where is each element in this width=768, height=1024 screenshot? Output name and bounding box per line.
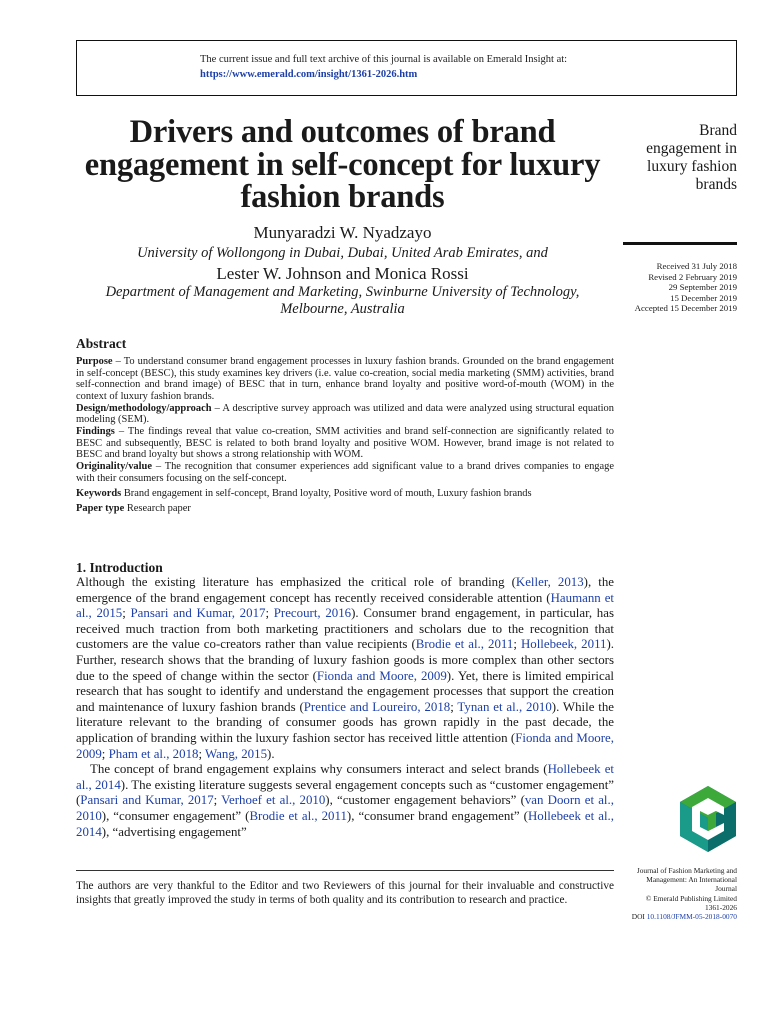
date-received: Received 31 July 2018 [656, 261, 737, 271]
citation-link[interactable]: Wang, 2015 [205, 746, 268, 761]
abstract-label: Purpose [76, 356, 113, 367]
paragraph-text: ; [198, 746, 206, 761]
journal-notice-box [76, 40, 737, 96]
date-revised: 15 December 2019 [670, 292, 737, 303]
paragraph-text: ; [265, 606, 274, 621]
running-title-line: Brand [699, 122, 737, 139]
author-affiliation: Melbourne, Australia [280, 301, 405, 317]
abstract-purpose [76, 356, 614, 403]
paragraph [76, 575, 614, 762]
paragraph-text: ; [213, 793, 222, 808]
citation-link[interactable]: Brodie et al., 2011 [249, 808, 347, 823]
paragraph-text: ), the emergence of the brand engagement concept has recently received considerable attention ( [76, 575, 614, 605]
paragraph-text: ). Consumer brand engagement, in particular, has received much traction from both marketing practitioners and scholars due to the recognition that customers are the value co-creators rather than value recipients ( [76, 606, 614, 652]
paragraph-text: ), “customer engagement behaviors” ( [325, 793, 525, 808]
paragraph-text: ; [122, 606, 131, 621]
author-name: Munyaradzi W. Nyadzayo [253, 223, 432, 242]
date-revised: 29 September 2019 [668, 282, 737, 293]
issn-line: 1361-2026 [704, 902, 737, 912]
citation-link[interactable]: Fionda and Moore, 2009 [76, 730, 614, 761]
abstract-text: – To understand consumer brand engagement processes in luxury fashion brands. Grounded on the brand engagement in self-concept (BESC), this study examines key drivers (i.e. value co-creation, social media marketing (SMM) activities, brand self-connection and brand image) of BESC that in turn, enhance brand loyalty and positive word-of-mouth (WOM) in the context of luxury fashion brands. [76, 356, 614, 402]
paper-type [76, 503, 614, 515]
journal-name-line: Journal of Fashion Marketing and [636, 866, 737, 875]
running-title [597, 122, 737, 194]
paper-type-text: Research paper [124, 502, 191, 514]
journal-info [617, 866, 737, 921]
paper-type-label: Paper type [76, 502, 125, 514]
doi-link[interactable]: 10.1108/JFMM-05-2018-0070 [646, 912, 737, 922]
running-title-line: luxury fashion [647, 158, 737, 175]
citation-link[interactable]: Hollebeek et al., 2014 [76, 808, 614, 839]
abstract-text: – A descriptive survey approach was utilized and data were analyzed using structural equation modeling (SEM). [76, 402, 614, 426]
paragraph-text: ). Further, research shows that the branding of luxury fashion goods is more complex than other sectors due to the speed of change within the sector ( [76, 637, 614, 683]
paragraph-text: ), “advertising engagement” [101, 824, 247, 839]
abstract-text: – The findings reveal that value co-creation, SMM activities and brand self-connection are significantly related to BESC and subsequently, BESC is related to both brand loyalty and positive WOM. However, brand image is not related to BESC and brand loyalty but shows a strong relationship with WOM. [76, 425, 614, 461]
running-title-line: brands [695, 176, 737, 193]
paragraph-text: ). Yet, there is limited empirical research that has sought to identify and understand the engagement processes that support the creation and maintenance of luxury fashion brands ( [76, 668, 615, 714]
journal-archive-link[interactable]: https://www.emerald.com/insight/1361-2026.htm [200, 69, 418, 80]
citation-link[interactable]: Precourt, 2016 [273, 606, 352, 621]
copyright-line: © Emerald Publishing Limited [645, 893, 737, 903]
date-accepted: Accepted 15 December 2019 [634, 303, 737, 314]
citation-link[interactable]: Pansari and Kumar, 2017 [80, 793, 214, 808]
emerald-publishing-logo-icon [678, 785, 738, 853]
paragraph-text: ), “consumer engagement” ( [101, 808, 250, 823]
citation-link[interactable]: Prentice and Loureiro, 2018 [303, 699, 451, 714]
paragraph-text: ; [450, 699, 458, 714]
doi-line [617, 912, 737, 921]
abstract-design [76, 403, 614, 426]
citation-link[interactable]: Pham et al., 2018 [108, 746, 199, 761]
keywords-text: Brand engagement in self-concept, Brand loyalty, Positive word of mouth, Luxury fashion brands [121, 488, 532, 500]
paragraph [76, 762, 614, 840]
running-title-line: engagement in [646, 140, 737, 157]
footnote-divider [76, 870, 614, 871]
paragraph-text: The concept of brand engagement explains why consumers interact and select brands ( [90, 762, 548, 777]
doi-prefix: DOI [631, 912, 647, 922]
abstract-heading: Abstract [76, 336, 127, 351]
keywords-label: Keywords [76, 488, 122, 500]
paragraph-text: ). The existing literature suggests several engagement concepts such as “customer engagement” ( [76, 777, 614, 808]
paragraph-text: ; [101, 746, 109, 761]
date-revised: Revised 2 February 2019 [648, 271, 737, 282]
citation-link[interactable]: Verhoef et al., 2010 [221, 793, 326, 808]
citation-link[interactable]: Haumann et al., 2015 [76, 590, 615, 621]
citation-link[interactable]: Hollebeek et al., 2014 [76, 762, 614, 792]
abstract-label: Design/methodology/approach [76, 402, 212, 414]
citation-link[interactable]: Fionda and Moore, 2009 [316, 668, 447, 683]
abstract-body [76, 356, 614, 515]
abstract-text: – The recognition that consumer experiences add significant value to a brand drives companies to engage with their consumers focusing on the self-concept. [76, 460, 614, 484]
section-body [76, 575, 614, 840]
keywords [76, 488, 614, 500]
citation-link[interactable]: Hollebeek, 2011 [520, 637, 607, 652]
abstract-label: Originality/value [76, 460, 152, 472]
author-affiliation: University of Wollongong in Dubai, Dubai, United Arab Emirates, and [137, 245, 548, 261]
paragraph-text: Although the existing literature has emphasized the critical role of branding ( [76, 575, 516, 589]
citation-link[interactable]: Keller, 2013 [515, 575, 584, 589]
abstract-label: Findings [76, 425, 115, 437]
citation-link[interactable]: Brodie et al., 2011 [415, 637, 514, 652]
paragraph-text: ), “consumer brand engagement” ( [346, 808, 528, 823]
section-heading: 1. Introduction [76, 560, 163, 575]
paragraph-text: ; [513, 637, 521, 652]
citation-link[interactable]: Tynan et al., 2010 [457, 699, 552, 714]
paragraph-text: ). [267, 746, 275, 761]
journal-name-line: Journal [715, 884, 737, 894]
journal-notice-text: The current issue and full text archive of this journal is available on Emerald Insight at: [200, 54, 568, 65]
paper-title: Drivers and outcomes of brand engagement in self-concept for luxury fashion brands [84, 114, 601, 215]
footnote: The authors are very thankful to the Editor and two Reviewers of this journal for their invaluable and constructive insights that greatly improved the study in terms of both quality and its contribution to research and practice. [76, 880, 614, 907]
submission-dates [635, 261, 737, 314]
author-name: Lester W. Johnson and Monica Rossi [216, 264, 469, 283]
citation-link[interactable]: van Doorn et al., 2010 [76, 793, 614, 823]
author-affiliation: Department of Management and Marketing, Swinburne University of Technology, [105, 284, 580, 300]
margin-divider [623, 242, 737, 245]
citation-link[interactable]: Pansari and Kumar, 2017 [130, 606, 266, 621]
abstract-findings [76, 426, 614, 461]
paragraph-text: ). While the literature relevant to the branding of consumer goods has grown rapidly in the past decade, the application of branding within the luxury fashion sector has received little attention ( [76, 699, 614, 745]
journal-name-line: Management: An International [646, 875, 737, 885]
abstract-originality [76, 461, 614, 484]
